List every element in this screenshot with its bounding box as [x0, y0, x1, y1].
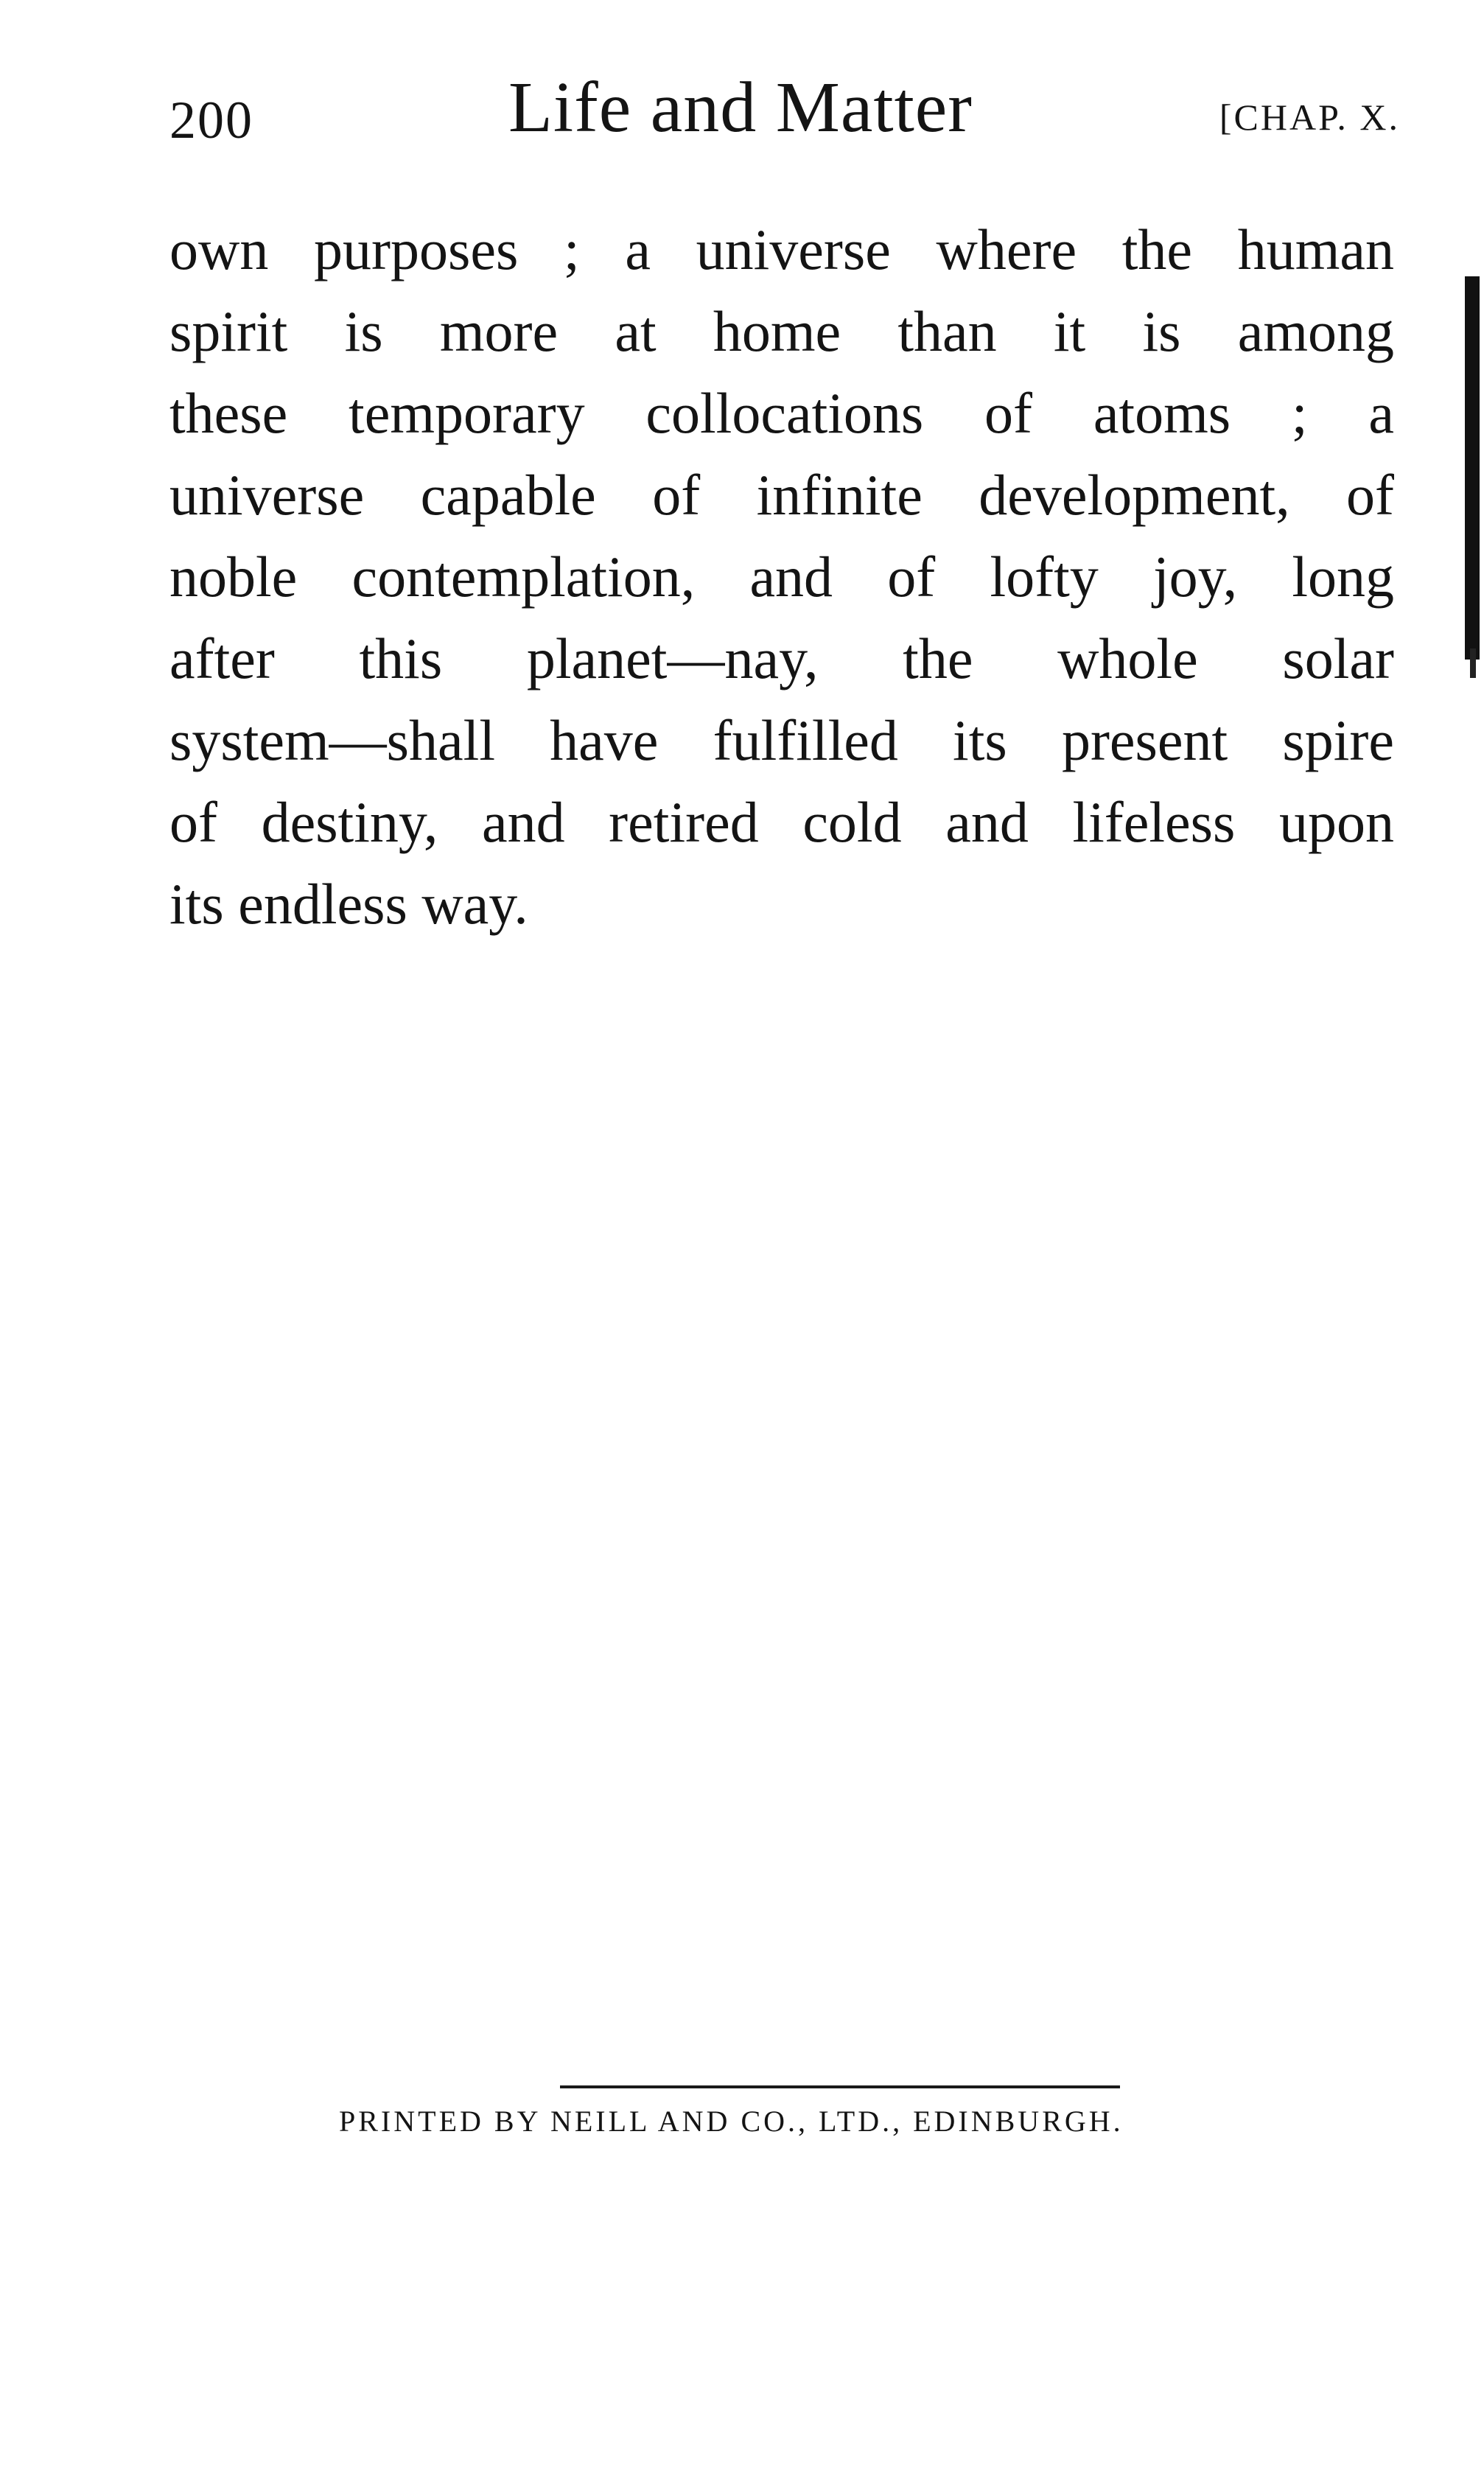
text-line-4: universe capable of infinite development, of — [169, 463, 1394, 527]
running-title: Life and Matter — [508, 68, 973, 147]
page-edge-mark — [1465, 276, 1480, 660]
body-paragraph — [169, 209, 1394, 945]
printer-imprint: PRINTED BY NEILL AND CO., LTD., EDINBURGH. — [339, 2105, 1124, 2138]
running-head — [169, 59, 1400, 162]
text-line-9: its endless way. — [169, 872, 528, 936]
text-line-8: of destiny, and retired cold and lifeless upon — [169, 790, 1394, 854]
text-line-3: these temporary collocations of atoms ; a — [169, 381, 1394, 445]
text-line-1: own purposes ; a universe where the human — [169, 217, 1394, 281]
text-line-5: noble contemplation, and of lofty joy, long — [169, 545, 1394, 609]
imprint-rule — [560, 2085, 1120, 2088]
page-edge-mark-tail — [1470, 648, 1476, 678]
chapter-mark: [CHAP. X. — [1219, 97, 1400, 138]
text-line-7: system—shall have fulfilled its present spire — [169, 708, 1394, 772]
text-line-2: spirit is more at home than it is among — [169, 299, 1394, 363]
page-number: 200 — [169, 91, 253, 150]
text-line-6: after this planet—nay, the whole solar — [169, 626, 1394, 690]
